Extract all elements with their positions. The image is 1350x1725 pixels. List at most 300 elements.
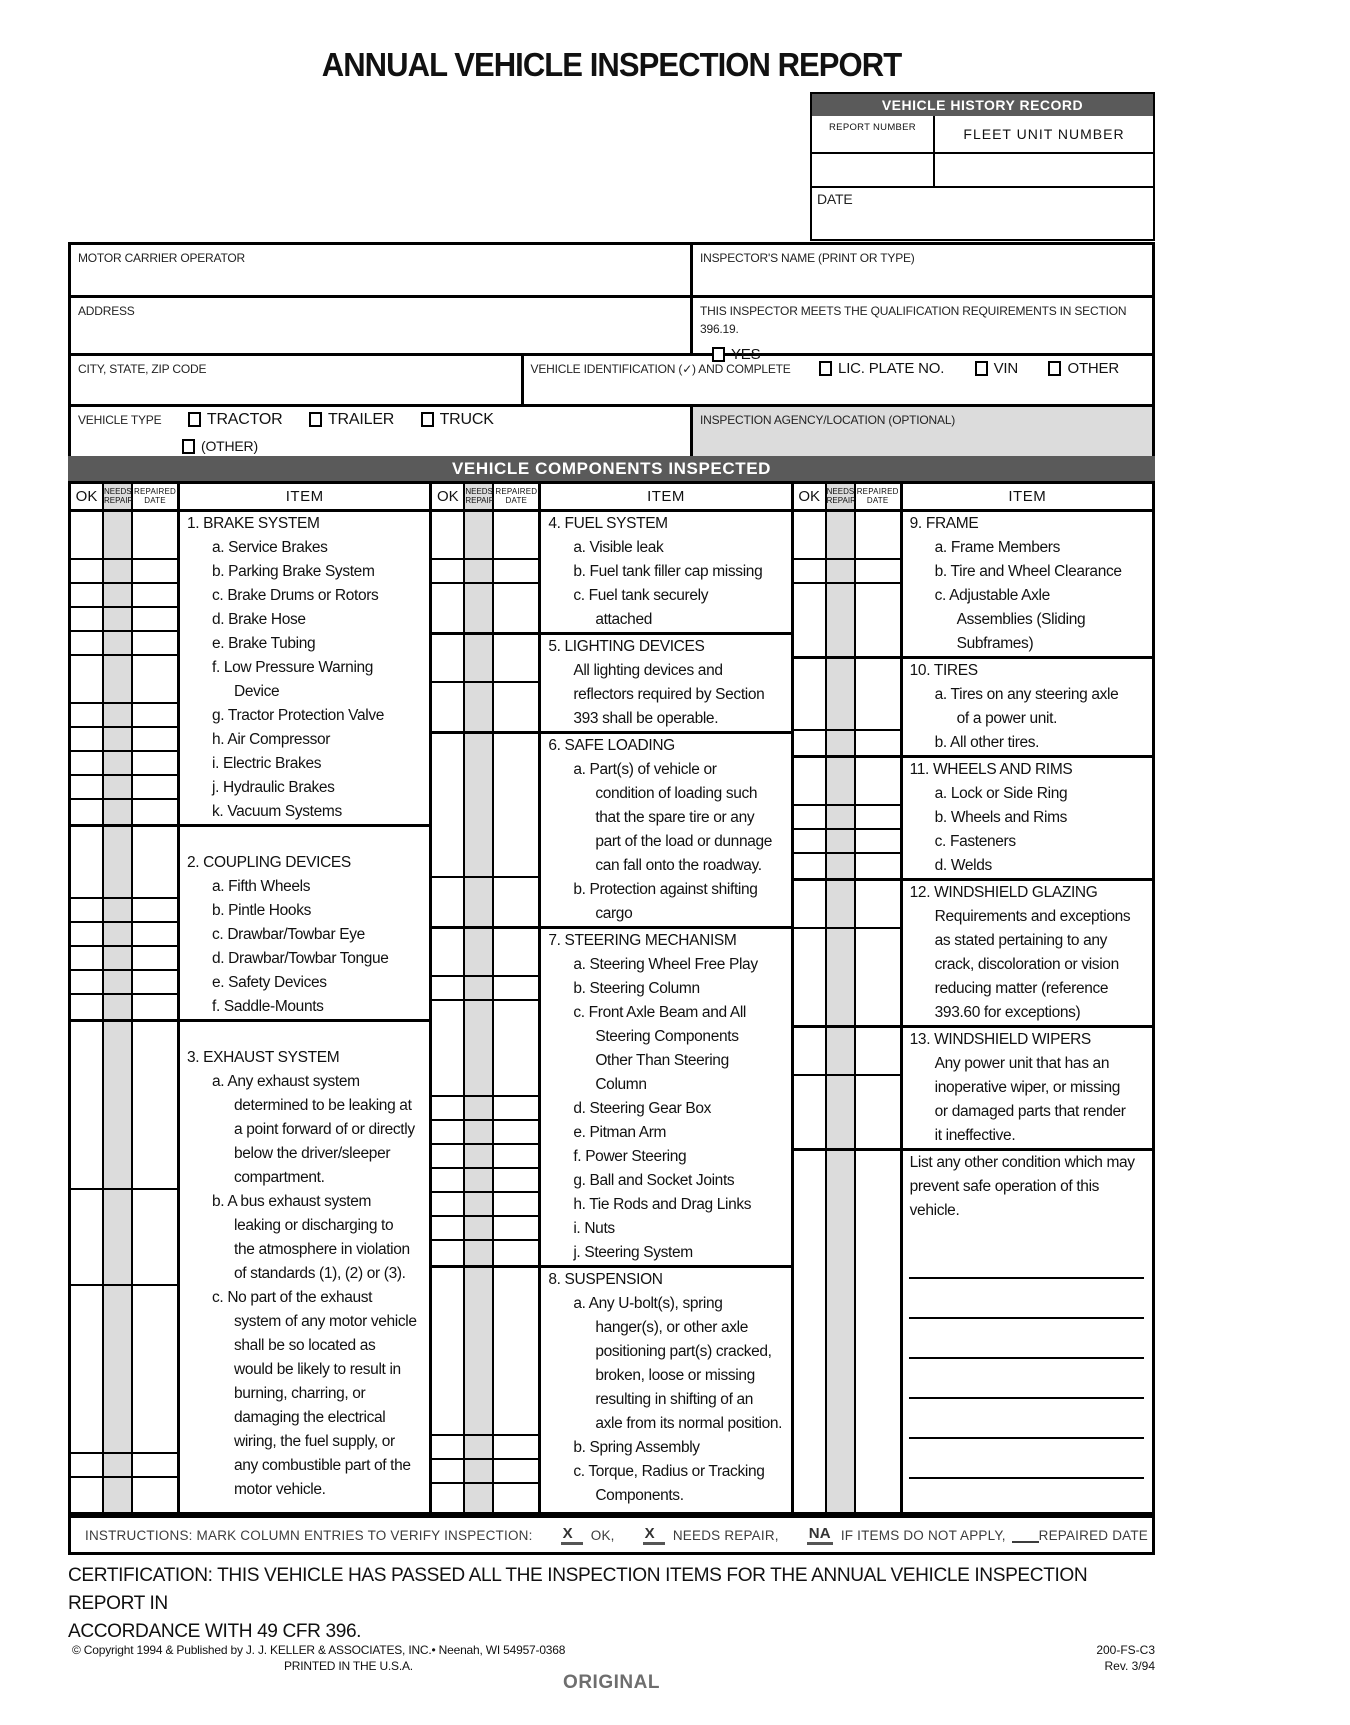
ok-cell[interactable] [432, 683, 465, 731]
repaired-date-cell[interactable] [133, 776, 177, 798]
ok-cell[interactable] [432, 1436, 465, 1458]
item-text [903, 659, 1152, 755]
repaired-date-cell[interactable] [133, 1286, 177, 1452]
repaired-date-cell[interactable] [133, 1022, 177, 1188]
needs-repair-cell[interactable] [465, 878, 494, 926]
item-line: c. Torque, Radius or Tracking [573, 1463, 765, 1480]
item-line: reflectors required by Section [573, 686, 765, 703]
repaired-date-cell[interactable] [133, 971, 177, 993]
ok-cell[interactable] [71, 800, 104, 824]
ok-cell[interactable] [71, 608, 104, 630]
repaired-date-cell[interactable] [856, 758, 900, 804]
truck-label: TRUCK [439, 411, 494, 428]
tractor-label: TRACTOR [206, 411, 283, 428]
ok-cell[interactable] [71, 728, 104, 750]
item-line: it ineffective. [934, 1127, 1016, 1144]
needs-repair-cell[interactable] [104, 1454, 133, 1476]
needs-repair-cell[interactable] [104, 656, 133, 702]
repaired-date-cell[interactable] [856, 560, 900, 582]
ok-cell[interactable] [432, 1121, 465, 1143]
needs-repair-cell[interactable] [827, 584, 856, 656]
strip-row [71, 584, 177, 608]
needs-repair-cell[interactable] [465, 977, 494, 999]
ok-cell[interactable] [432, 878, 465, 926]
item-line: a. Frame Members [934, 539, 1060, 556]
needs-repair-cell[interactable] [465, 1484, 494, 1512]
item-line: 393.60 for exceptions) [934, 1004, 1081, 1021]
lic-plate-checkbox[interactable] [819, 361, 832, 376]
component-column-3 [794, 484, 1152, 1512]
item-line: Device [234, 683, 280, 700]
component-section [794, 512, 1152, 659]
needs-repair-cell[interactable] [104, 728, 133, 750]
ok-cell[interactable] [432, 1097, 465, 1119]
needs-repair-cell[interactable] [465, 1193, 494, 1215]
needs-repair-cell[interactable] [827, 659, 856, 729]
needs-repair-cell[interactable] [465, 584, 494, 632]
report-number-input[interactable] [812, 154, 935, 186]
repaired-date-cell[interactable] [494, 878, 538, 926]
ok-cell[interactable] [71, 776, 104, 798]
strip-row [71, 1190, 177, 1286]
needs-repair-cell[interactable] [104, 704, 133, 726]
repaired-date-blank[interactable] [1012, 1528, 1039, 1543]
needs-repair-cell[interactable] [104, 776, 133, 798]
address-field[interactable] [71, 298, 693, 353]
ok-cell[interactable] [432, 929, 465, 975]
repaired-date-cell[interactable] [856, 806, 900, 828]
needs-repair-cell[interactable] [827, 560, 856, 582]
item-line: h. Air Compressor [212, 731, 331, 748]
ok-cell[interactable] [71, 971, 104, 993]
repaired-date-cell[interactable] [133, 608, 177, 630]
strip-row [71, 995, 177, 1019]
ok-cell[interactable] [71, 656, 104, 702]
needs-repair-cell[interactable] [827, 881, 856, 927]
address-label: ADDRESS [78, 304, 135, 318]
item-line: e. Brake Tubing [212, 635, 316, 652]
needs-repair-cell[interactable] [104, 560, 133, 582]
strip-row [432, 1193, 538, 1217]
vehicle-history-record [810, 92, 1155, 241]
component-section [432, 635, 790, 734]
strip-row [794, 881, 900, 929]
ok-cell[interactable] [794, 659, 827, 729]
repaired-date-cell[interactable] [133, 560, 177, 582]
repaired-date-cell[interactable] [133, 584, 177, 606]
item-line: a. Part(s) of vehicle or [573, 761, 717, 778]
write-in-line[interactable] [909, 1359, 1144, 1399]
needs-repair-cell[interactable] [465, 560, 494, 582]
write-in-line[interactable] [909, 1399, 1144, 1439]
item-text [903, 881, 1152, 1025]
repaired-date-cell[interactable] [494, 584, 538, 632]
item-line: b. A bus exhaust system [212, 1193, 372, 1210]
item-line: damaging the electrical [234, 1409, 386, 1426]
needs-repair-cell[interactable] [827, 830, 856, 852]
strip-row [432, 560, 538, 584]
needs-repair-cell[interactable] [465, 1241, 494, 1265]
repaired-date-cell[interactable] [494, 683, 538, 731]
other-type-checkbox[interactable] [182, 439, 195, 454]
repaired-date-cell[interactable] [133, 827, 177, 897]
ok-cell[interactable] [71, 1478, 104, 1512]
item-line: 393 shall be operable. [573, 710, 719, 727]
ok-cell[interactable] [794, 854, 827, 878]
needs-repair-cell[interactable] [465, 1121, 494, 1143]
column-header-row [432, 484, 790, 512]
repaired-date-cell[interactable] [133, 1454, 177, 1476]
ok-cell[interactable] [71, 1190, 104, 1284]
repaired-date-cell[interactable] [133, 752, 177, 774]
repaired-date-cell[interactable] [494, 1145, 538, 1167]
ok-cell[interactable] [71, 584, 104, 606]
needs-repair-cell[interactable] [104, 1022, 133, 1188]
footer-left [72, 1642, 565, 1674]
needs-repair-cell[interactable] [104, 632, 133, 654]
repaired-date-cell[interactable] [494, 929, 538, 975]
item-line: a. Any U-bolt(s), spring [573, 1295, 723, 1312]
tractor-checkbox[interactable] [188, 412, 201, 427]
city-state-zip-field[interactable] [71, 356, 524, 404]
needs-repair-cell[interactable] [465, 1217, 494, 1239]
ok-cell[interactable] [432, 1484, 465, 1512]
needs-repair-cell[interactable] [104, 1478, 133, 1512]
item-line: Subframes) [956, 635, 1034, 652]
strip-row [794, 1151, 900, 1512]
ok-cell[interactable] [432, 977, 465, 999]
repaired-date-cell[interactable] [494, 1001, 538, 1095]
strip-row [432, 734, 538, 878]
item-line: c. Front Axle Beam and All [573, 1004, 747, 1021]
vehicle-type-field [71, 407, 693, 459]
strip-row [432, 878, 538, 926]
ok-cell[interactable] [794, 512, 827, 558]
repaired-date-cell[interactable] [856, 1028, 900, 1074]
needs-repair-cell[interactable] [465, 1145, 494, 1167]
repaired-date-cell[interactable] [494, 1241, 538, 1265]
certification-line-1: CERTIFICATION: THIS VEHICLE HAS PASSED ALL THE INSPECTION ITEMS FOR THE ANNUAL VEHICLE INSPECTION REPORT IN [68, 1564, 1088, 1614]
needs-repair-cell[interactable] [827, 854, 856, 878]
needs-repair-cell[interactable] [465, 1097, 494, 1119]
write-in-line[interactable] [909, 1439, 1144, 1479]
item-line: inoperative wiper, or missing [934, 1079, 1121, 1096]
repaired-date-cell[interactable] [856, 830, 900, 852]
repaired-date-cell[interactable] [133, 704, 177, 726]
repaired-date-cell[interactable] [494, 512, 538, 558]
repaired-date-cell[interactable] [133, 632, 177, 654]
item-line: a. Any exhaust system [212, 1073, 360, 1090]
write-in-line[interactable] [909, 1239, 1144, 1279]
history-header: VEHICLE HISTORY RECORD [812, 94, 1153, 116]
ok-cell[interactable] [794, 830, 827, 852]
strip-row [71, 512, 177, 560]
ok-cell[interactable] [794, 758, 827, 804]
ok-cell[interactable] [71, 512, 104, 558]
item-line: i. Nuts [573, 1220, 615, 1237]
strip-row [432, 1241, 538, 1265]
needs-repair-cell[interactable] [465, 1001, 494, 1095]
checkbox-strip [794, 881, 903, 1025]
needs-repair-cell[interactable] [104, 947, 133, 969]
column-header-row [71, 484, 429, 512]
item-line: resulting in shifting of an [595, 1391, 754, 1408]
date-label: DATE [817, 191, 853, 207]
item-line: wiring, the fuel supply, or [234, 1433, 395, 1450]
ok-mark: X [561, 1525, 583, 1545]
repaired-date-cell[interactable] [856, 1151, 900, 1512]
item-line: hanger(s), or other axle [595, 1319, 749, 1336]
ok-cell[interactable] [71, 923, 104, 945]
needs-repair-cell[interactable] [104, 512, 133, 558]
item-line: c. Drawbar/Towbar Eye [212, 926, 365, 943]
needs-repair-cell[interactable] [827, 1028, 856, 1074]
item-line: 5. LIGHTING DEVICES [548, 638, 705, 655]
trailer-checkbox[interactable] [309, 412, 322, 427]
needs-repair-cell[interactable] [104, 827, 133, 897]
item-line: vehicle. [909, 1202, 960, 1219]
column-body [794, 512, 1152, 1512]
ok-cell[interactable] [71, 827, 104, 897]
repaired-date-cell[interactable] [856, 659, 900, 729]
repaired-date-cell[interactable] [494, 1169, 538, 1191]
ok-cell[interactable] [432, 1169, 465, 1191]
repaired-date-cell[interactable] [494, 1217, 538, 1239]
printed-text: PRINTED IN THE U.S.A. [284, 1659, 413, 1673]
strip-row [794, 854, 900, 878]
item-line: as stated pertaining to any [934, 932, 1108, 949]
needs-repair-cell[interactable] [104, 608, 133, 630]
na-mark: NA [807, 1525, 833, 1545]
qualification-label: THIS INSPECTOR MEETS THE QUALIFICATION REQUIREMENTS IN SECTION 396.19. [700, 304, 1127, 336]
ok-cell[interactable] [71, 1286, 104, 1452]
item-line: c. Fuel tank securely [573, 587, 709, 604]
inspector-name-field[interactable] [693, 245, 1152, 295]
repaired-date-cell[interactable] [133, 800, 177, 824]
repaired-date-cell[interactable] [133, 728, 177, 750]
ok-cell[interactable] [432, 1268, 465, 1434]
repaired-date-cell[interactable] [856, 584, 900, 656]
item-line: cargo [595, 905, 633, 922]
repaired-date-cell[interactable] [494, 1436, 538, 1458]
strip-row [794, 806, 900, 830]
repaired-date-cell[interactable] [133, 512, 177, 558]
checkbox-strip [432, 734, 541, 926]
strip-row [794, 1028, 900, 1076]
ok-cell[interactable] [794, 806, 827, 828]
motor-carrier-field[interactable] [71, 245, 693, 295]
repaired-date-cell[interactable] [494, 1097, 538, 1119]
needs-repair-mark: X [643, 1525, 665, 1545]
repaired-date-cell[interactable] [494, 560, 538, 582]
ok-cell[interactable] [71, 1454, 104, 1476]
needs-repair-cell[interactable] [104, 584, 133, 606]
ok-cell[interactable] [71, 632, 104, 654]
needs-repair-cell[interactable] [827, 1151, 856, 1512]
strip-row [432, 1484, 538, 1512]
ok-cell[interactable] [432, 1460, 465, 1482]
ok-cell[interactable] [794, 929, 827, 1025]
write-in-line[interactable] [909, 1279, 1144, 1319]
date-field[interactable] [812, 188, 1153, 239]
item-line: b. Parking Brake System [212, 563, 375, 580]
repaired-date-cell[interactable] [494, 1121, 538, 1143]
needs-repair-cell[interactable] [465, 1169, 494, 1191]
ok-cell[interactable] [71, 1022, 104, 1188]
repaired-date-cell[interactable] [494, 1460, 538, 1482]
needs-repair-cell[interactable] [104, 971, 133, 993]
strip-row [71, 1454, 177, 1478]
repaired-date-cell[interactable] [133, 923, 177, 945]
strip-row [71, 728, 177, 752]
item-line: any combustible part of the [234, 1457, 411, 1474]
ok-cell[interactable] [432, 1145, 465, 1167]
fleet-unit-input[interactable] [935, 154, 1153, 186]
needs-repair-cell[interactable] [827, 1076, 856, 1148]
ok-cell[interactable] [794, 560, 827, 582]
ok-cell[interactable] [71, 560, 104, 582]
needs-repair-cell[interactable] [104, 923, 133, 945]
ok-cell[interactable] [432, 734, 465, 876]
certification-line-2: ACCORDANCE WITH 49 CFR 396. [68, 1620, 362, 1642]
ok-cell[interactable] [794, 584, 827, 656]
component-section [71, 1022, 429, 1512]
repaired-date-cell[interactable] [856, 731, 900, 755]
item-line: 7. STEERING MECHANISM [548, 932, 737, 949]
ok-cell[interactable] [794, 1028, 827, 1074]
repaired-date-cell[interactable] [494, 1268, 538, 1434]
needs-repair-cell[interactable] [827, 806, 856, 828]
strip-row [794, 830, 900, 854]
repaired-date-cell[interactable] [133, 995, 177, 1019]
ok-cell[interactable] [432, 584, 465, 632]
report-number-label: REPORT NUMBER [812, 116, 935, 152]
item-text [903, 758, 1152, 878]
needs-repair-header: NEEDS REPAIR [104, 484, 133, 509]
item-line: e. Pitman Arm [573, 1124, 667, 1141]
repaired-date-cell[interactable] [856, 881, 900, 927]
needs-repair-cell[interactable] [827, 929, 856, 1025]
needs-repair-header: NEEDS REPAIR [827, 484, 856, 509]
repaired-date-cell[interactable] [133, 1190, 177, 1284]
ok-cell[interactable] [432, 635, 465, 681]
ok-cell[interactable] [71, 752, 104, 774]
item-line: 13. WINDSHIELD WIPERS [909, 1031, 1091, 1048]
write-in-line[interactable] [909, 1479, 1144, 1512]
needs-repair-cell[interactable] [104, 1286, 133, 1452]
ok-cell[interactable] [432, 1001, 465, 1095]
repaired-date-cell[interactable] [856, 929, 900, 1025]
needs-repair-cell[interactable] [465, 1460, 494, 1482]
repaired-date-cell[interactable] [494, 635, 538, 681]
repaired-date-cell[interactable] [856, 854, 900, 878]
vin-checkbox[interactable] [975, 361, 988, 376]
checkbox-strip [432, 1268, 541, 1512]
item-line: d. Brake Hose [212, 611, 306, 628]
ok-cell[interactable] [71, 899, 104, 921]
ok-cell[interactable] [432, 1241, 465, 1265]
item-header: ITEM [285, 488, 324, 505]
needs-repair-cell[interactable] [827, 758, 856, 804]
ok-cell[interactable] [71, 995, 104, 1019]
needs-repair-cell[interactable] [104, 800, 133, 824]
needs-repair-cell[interactable] [465, 1268, 494, 1434]
fleet-unit-label: FLEET UNIT NUMBER [963, 126, 1125, 142]
item-line: i. Electric Brakes [212, 755, 322, 772]
component-section [432, 734, 790, 929]
strip-row [71, 752, 177, 776]
checkbox-strip [794, 659, 903, 755]
checkbox-strip [432, 512, 541, 632]
repaired-date-cell[interactable] [856, 1076, 900, 1148]
inspection-agency-field[interactable] [693, 407, 1152, 459]
needs-repair-cell[interactable] [465, 929, 494, 975]
ok-cell[interactable] [432, 560, 465, 582]
needs-repair-cell[interactable] [104, 1190, 133, 1284]
item-line: Column [595, 1076, 647, 1093]
repaired-date-cell[interactable] [494, 1484, 538, 1512]
repaired-date-cell[interactable] [133, 899, 177, 921]
needs-repair-cell[interactable] [465, 734, 494, 876]
needs-repair-cell[interactable] [465, 683, 494, 731]
repaired-date-cell[interactable] [133, 656, 177, 702]
ok-cell[interactable] [71, 704, 104, 726]
ok-cell[interactable] [794, 1151, 827, 1512]
repaired-date-cell[interactable] [494, 1193, 538, 1215]
strip-row [432, 1097, 538, 1121]
component-column-1 [71, 484, 432, 1512]
needs-repair-cell[interactable] [465, 635, 494, 681]
item-text [541, 929, 790, 1265]
repaired-date-cell[interactable] [133, 1478, 177, 1512]
strip-row [432, 977, 538, 1001]
other-id-checkbox[interactable] [1048, 361, 1061, 376]
write-in-line[interactable] [909, 1319, 1144, 1359]
ok-cell[interactable] [432, 1193, 465, 1215]
item-line: or damaged parts that render [934, 1103, 1126, 1120]
needs-repair-cell[interactable] [104, 752, 133, 774]
item-line: 8. SUSPENSION [548, 1271, 663, 1288]
ok-cell[interactable] [71, 947, 104, 969]
item-line: condition of loading such [595, 785, 758, 802]
ok-cell[interactable] [794, 881, 827, 927]
needs-repair-cell[interactable] [104, 899, 133, 921]
ok-cell[interactable] [794, 731, 827, 755]
ok-cell[interactable] [432, 1217, 465, 1239]
repaired-date-cell[interactable] [133, 947, 177, 969]
vehicle-id-field [524, 356, 1152, 404]
strip-row [71, 656, 177, 704]
needs-repair-cell[interactable] [104, 995, 133, 1019]
ok-cell[interactable] [432, 512, 465, 558]
item-text [541, 1268, 790, 1512]
needs-repair-cell[interactable] [827, 512, 856, 558]
truck-checkbox[interactable] [421, 412, 434, 427]
item-line: c. Adjustable Axle [934, 587, 1050, 604]
needs-repair-cell[interactable] [465, 512, 494, 558]
checkbox-strip [794, 758, 903, 878]
needs-repair-cell[interactable] [465, 1436, 494, 1458]
repaired-date-cell[interactable] [494, 977, 538, 999]
ok-cell[interactable] [794, 1076, 827, 1148]
needs-repair-cell[interactable] [827, 731, 856, 755]
item-line: Steering Components [595, 1028, 739, 1045]
repaired-date-cell[interactable] [494, 734, 538, 876]
repaired-date-cell[interactable] [856, 512, 900, 558]
item-line: motor vehicle. [234, 1481, 326, 1498]
strip-row [71, 923, 177, 947]
trailer-label: TRAILER [327, 411, 395, 428]
